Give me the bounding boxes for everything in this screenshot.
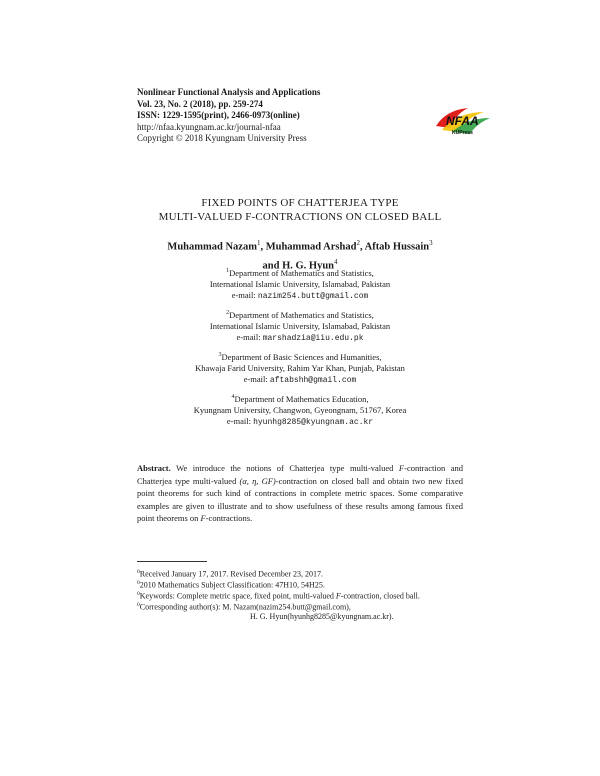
abstract-text-2: -contraction and Chatterjea type multi-valued [137, 463, 463, 486]
journal-volume: Vol. 23, No. 2 (2018), pp. 259-274 [137, 98, 263, 109]
nfaa-logo-icon [432, 104, 492, 136]
affil-4-inst: Kyungnam University, Changwon, Gyeongnam, 51767, Korea [193, 404, 407, 415]
affil-4-email-label: e-mail: [226, 415, 251, 426]
affil-4-email[interactable]: hyunhg8285@kyungnam.ac.kr [253, 417, 374, 427]
affil-3-sup: 3 [218, 352, 222, 358]
logo-text: NFAA [446, 114, 479, 128]
footnote-corr-text-2: H. G. Hyun(hyunhg8285@kyungnam.ac.kr). [250, 612, 394, 621]
footnote-msc-sup: 0 [137, 580, 140, 586]
affil-2-email[interactable]: marshadzia@iiu.edu.pk [262, 333, 364, 343]
footnote-received-text: Received January 17, 2017. Revised December 23, 2017. [139, 569, 324, 579]
affil-3-inst: Khawaja Farid University, Rahim Yar Khan, Punjab, Pakistan [195, 362, 405, 373]
affil-3-email[interactable]: aftabshh@gmail.com [269, 375, 357, 385]
affil-2-sup: 2 [226, 310, 230, 316]
journal-copyright: Copyright © 2018 Kyungnam University Press [137, 133, 307, 143]
affil-1-email-label: e-mail: [231, 289, 256, 300]
affil-1-inst: International Islamic University, Islamabad, Pakistan [209, 278, 391, 289]
affiliation-4 [150, 392, 450, 428]
journal-header [137, 87, 477, 145]
author-4-sup: 4 [334, 257, 338, 266]
footnote-keywords-text-a: Keywords: Complete metric space, fixed point, multi-valued [139, 591, 334, 601]
affil-2-dept: Department of Mathematics and Statistics, [229, 309, 374, 320]
affiliation-3 [150, 350, 450, 386]
footnote-keywords-text-b: -contraction, closed ball. [340, 591, 420, 601]
footnote-rule [137, 561, 207, 562]
abstract-text-4: -contractions. [205, 513, 253, 523]
affiliation-1 [150, 266, 450, 302]
affil-3-email-label: e-mail: [243, 373, 268, 384]
author-4: H. G. Hyun [282, 260, 334, 271]
affil-1-sup: 1 [226, 268, 230, 274]
abstract-math-f2: F [200, 513, 206, 523]
footnote-corr-text-1: Corresponding author(s): M. Nazam(nazim254.butt@gmail.com), [139, 602, 351, 612]
affil-2-email-label: e-mail: [236, 331, 261, 342]
footnote-keywords-sup: 0 [137, 591, 140, 597]
journal-issn: ISSN: 1229-1595(print), 2466-0973(online) [137, 110, 300, 120]
title-line-2: MULTI-VALUED F-CONTRACTIONS ON CLOSED BALL [158, 211, 442, 223]
journal-url[interactable]: http://nfaa.kyungnam.ac.kr/journal-nfaa [137, 121, 281, 132]
abstract [137, 462, 463, 525]
abstract-label: Abstract. [137, 463, 171, 473]
author-3-sup: 3 [429, 239, 433, 247]
author-list: Muhammad Nazam$^1$, Muhammad Arshad$^2$, Aftab Hussain$^3$ and H. G. Hyun$^4$ [167, 239, 433, 271]
footnote-corr-sup: 0 [137, 602, 140, 608]
author-4-prefix: and [262, 260, 280, 271]
author-2-sup: 2 [356, 239, 360, 247]
footnote-keywords-math-f: F [335, 591, 341, 601]
abstract-text-3: -contraction on closed ball and obtain two new fixed point theorems for such kind of contractions in complete metric spaces. Some comparative examples are given to illustrate and to show usefulness of these results among famous fixed point theorems on [137, 475, 464, 523]
affil-3-dept: Department of Basic Sciences and Humanities, [221, 351, 382, 362]
paper-title [100, 196, 500, 224]
affiliation-2 [150, 308, 450, 344]
affil-1-dept: Department of Mathematics and Statistics, [229, 267, 374, 278]
abstract-math-tuple: (α, η, GF) [239, 475, 276, 486]
author-2: Muhammad Arshad [265, 241, 357, 253]
affil-4-sup: 4 [231, 394, 235, 400]
author-1-sup: 1 [256, 239, 261, 247]
footnote-msc-text: 2010 Mathematics Subject Classification: 47H10, 54H25. [139, 580, 325, 590]
journal-name: Nonlinear Functional Analysis and Applications [137, 87, 321, 97]
footnote-corresponding-2 [137, 611, 467, 622]
affil-4-dept: Department of Mathematics Education, [234, 393, 369, 404]
affil-2-inst: International Islamic University, Islamabad, Pakistan [209, 320, 391, 331]
author-1: Muhammad Nazam [167, 241, 257, 253]
title-line-1: FIXED POINTS OF CHATTERJEA TYPE [201, 197, 399, 209]
author-3: Aftab Hussain [364, 241, 430, 253]
affil-1-email[interactable]: nazim254.butt@gmail.com [257, 291, 369, 301]
abstract-text-1: We introduce the notions of Chatterjea type multi-valued [176, 463, 394, 473]
logo-subtext: KUPress [452, 130, 473, 136]
footnote-received-sup: 0 [137, 569, 140, 575]
abstract-math-f1: F [398, 463, 405, 473]
